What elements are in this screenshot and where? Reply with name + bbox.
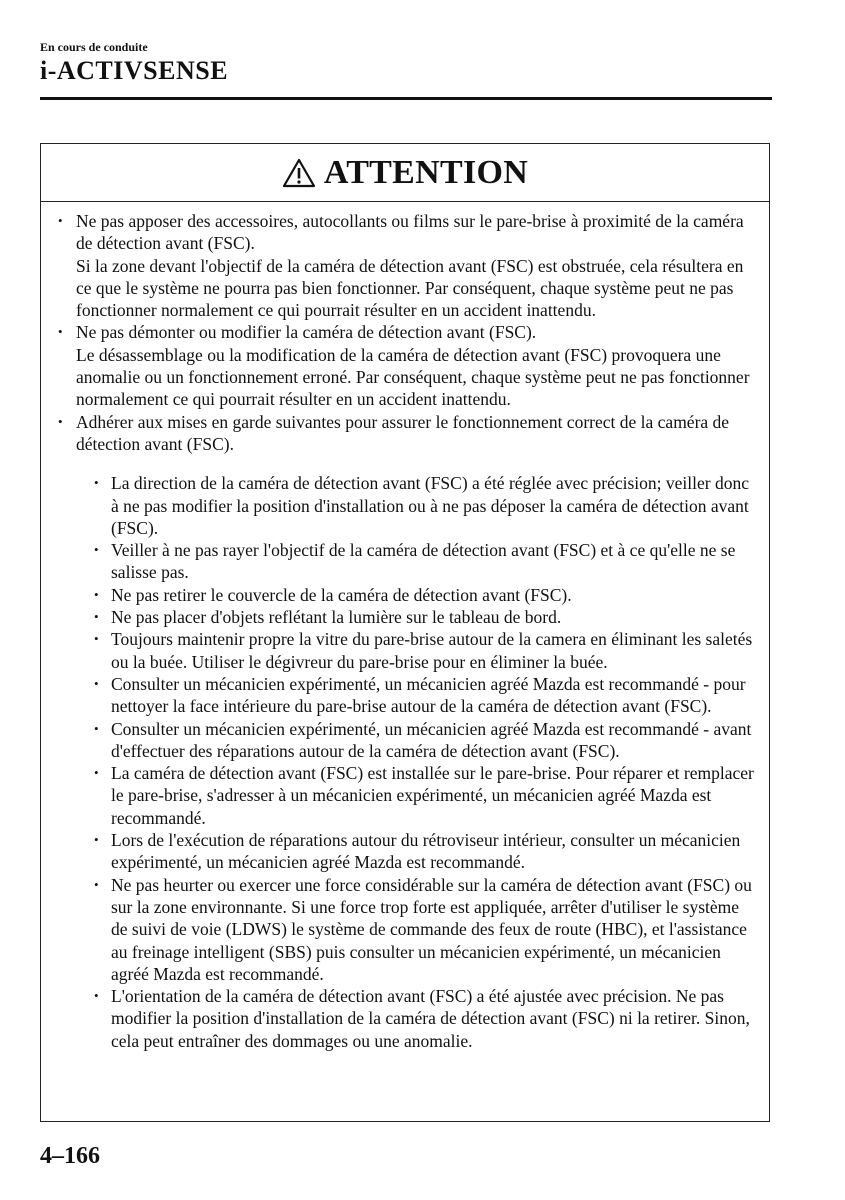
warning-item [57, 411, 755, 1052]
warning-subitem: • Veiller à ne pas rayer l'objectif de la caméra de détection avant (FSC) et à ce qu'elle ne se salisse pas. [76, 539, 755, 584]
warning-item-text: Si la zone devant l'objectif de la caméra de détection avant (FSC) est obstruée, cela résultera en ce que le système ne pourra pas bien fonctionner. Par conséquent, chaque système peut ne pas fonctionner normalement ce qui pourrait résulter en un accident inattendu. [76, 255, 744, 321]
heading-rule [40, 97, 772, 100]
warning-body [41, 202, 769, 1052]
warning-subitem: • Toujours maintenir propre la vitre du pare-brise autour de la camera en éliminant les saletés ou la buée. Utiliser le dégivreur du pare-brise pour en éliminer la buée. [76, 628, 755, 673]
page-title: i-ACTIVSENSE [40, 56, 229, 85]
warning-item-text: • Ne pas apposer des accessoires, autocollants ou films sur le pare-brise à proximité de la caméra de détection avant (FSC). [76, 211, 744, 254]
warning-item-text: Le désassemblage ou la modification de la caméra de détection avant (FSC) provoquera une anomalie ou un fonctionnement erroné. Par conséquent, chaque système peut ne pas fonctionner normalement ce qui pourrait résulter en un accident inattendu. [76, 344, 750, 410]
warning-subitem: • Consulter un mécanicien expérimenté, un mécanicien agréé Mazda est recommandé - avant d'effectuer des réparations autour de la caméra de détection avant (FSC). [76, 718, 755, 763]
warning-subitem: • Ne pas retirer le couvercle de la caméra de détection avant (FSC). [76, 584, 755, 606]
warning-subitem: • Ne pas placer d'objets reflétant la lumière sur le tableau de bord. [76, 606, 755, 628]
warning-triangle-icon [282, 158, 316, 188]
page-number: 4–166 [40, 1143, 100, 1169]
warning-box [40, 143, 770, 1122]
warning-subitem: • Lors de l'exécution de réparations autour du rétroviseur intérieur, consulter un mécanicien expérimenté, un mécanicien agréé Mazda est recommandé. [76, 829, 755, 874]
warning-title: ATTENTION [323, 153, 529, 191]
warning-subitem: • La caméra de détection avant (FSC) est installée sur le pare-brise. Pour réparer et remplacer le pare-brise, s'adresser à un mécanicien expérimenté, un mécanicien agréé Mazda est recommandé. [76, 762, 755, 829]
warning-item-text: • Ne pas démonter ou modifier la caméra de détection avant (FSC). [76, 322, 537, 343]
warning-subitem: • L'orientation de la caméra de détection avant (FSC) a été ajustée avec précision. Ne pas modifier la position d'installation de la caméra de détection avant (FSC) ni la retirer. Sinon, cela peut entraîner des dommages ou une anomalie. [76, 985, 755, 1052]
section-label: En cours de conduite [40, 40, 148, 54]
warning-item [57, 210, 755, 321]
warning-sublist [76, 472, 755, 1052]
warning-item-text: • Adhérer aux mises en garde suivantes pour assurer le fonctionnement correct de la caméra de détection avant (FSC). [76, 411, 730, 454]
warning-subitem: • La direction de la caméra de détection avant (FSC) a été réglée avec précision; veiller donc à ne pas modifier la position d'installation ou à ne pas déposer la caméra de détection avant (FSC). [76, 472, 755, 539]
warning-item [57, 321, 755, 410]
warning-subitem: • Consulter un mécanicien expérimenté, un mécanicien agréé Mazda est recommandé - pour nettoyer la face intérieure du pare-brise autour de la caméra de détection avant (FSC). [76, 673, 755, 718]
warning-list [57, 210, 755, 1052]
warning-header [41, 144, 769, 202]
warning-subitem: • Ne pas heurter ou exercer une force considérable sur la caméra de détection avant (FSC) ou sur la zone environnante. Si une force trop forte est appliquée, arrêter d'utiliser le système de suivi de voie (LDWS) le système de commande des feux de route (HBC), et l'assistance au freinage intelligent (SBS) puis consulter un mécanicien expérimenté, un mécanicien agréé Mazda est recommandé. [76, 874, 755, 985]
